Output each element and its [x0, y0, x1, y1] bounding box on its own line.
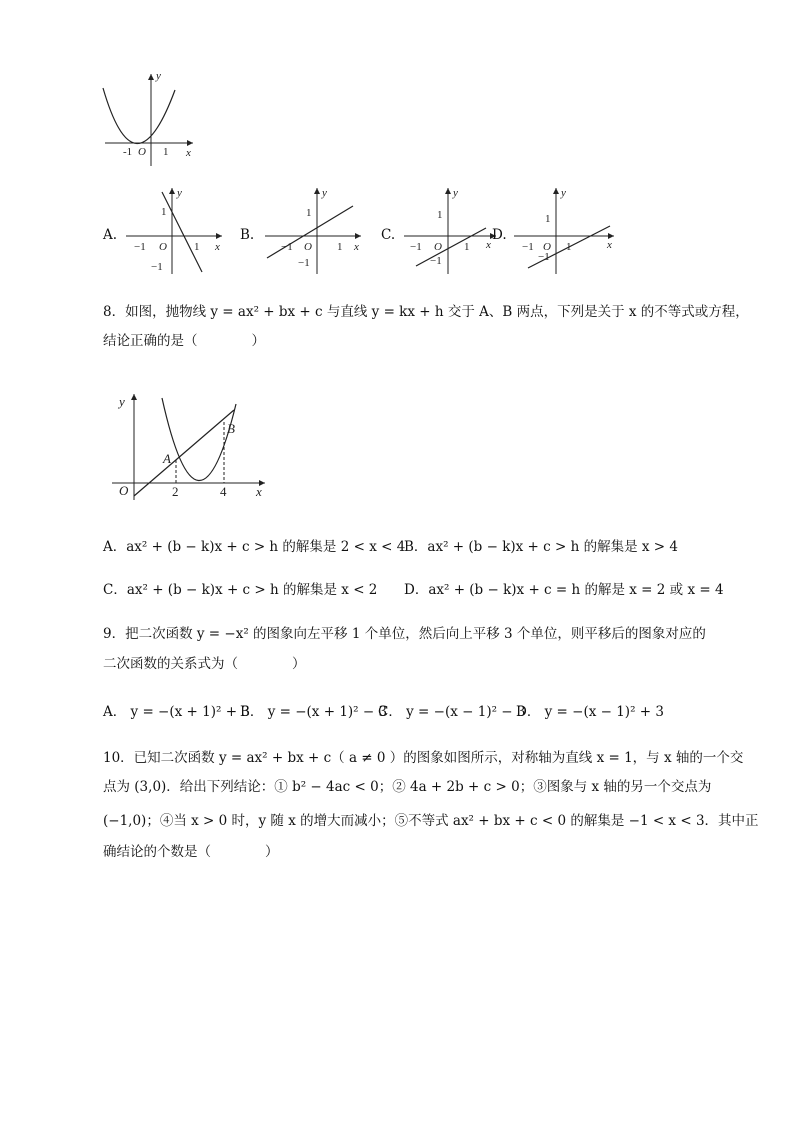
tick-1-x: 1	[337, 241, 343, 253]
line-graph	[416, 228, 486, 266]
y-label: y	[119, 394, 125, 409]
tick-4: 4	[220, 484, 227, 499]
q10-line1: 10．已知二次函数 y = ax² + bx + c（ a ≠ 0 ）的图象如图所示，对称轴为直线 x = 1，与 x 轴的一个交	[103, 750, 744, 766]
tick-1-x: 1	[464, 241, 470, 253]
tick-2: 2	[172, 484, 179, 499]
tick-neg1-y: −1	[430, 255, 442, 267]
q9-option-d[interactable]: D． y = −(x − 1)² + 3	[516, 704, 664, 720]
q8-option-d[interactable]: D．ax² + (b − k)x + c = h 的解是 x = 2 或 x = 4	[404, 582, 724, 598]
q8-option-c[interactable]: C．ax² + (b − k)x + c > h 的解集是 x < 2	[103, 582, 378, 598]
tick-neg1-x: −1	[522, 241, 534, 253]
y-axis-arrow	[148, 74, 154, 80]
tick-1-y: 1	[161, 206, 167, 218]
y-label: y	[177, 187, 182, 199]
tick-neg1-x: −1	[410, 241, 422, 253]
q7-option-c-figure	[400, 184, 500, 276]
x-label: x	[186, 147, 191, 159]
q10-line3: (−1,0)；④当 x > 0 时，y 随 x 的增大而减小；⑤不等式 ax² + bx + c < 0 的解集是 −1 < x < 3．其中正	[103, 813, 759, 829]
origin-label: O	[138, 146, 146, 158]
y-label: y	[453, 187, 458, 199]
line-graph	[162, 192, 202, 272]
parabola-curve	[162, 398, 236, 481]
tick-1-x: 1	[566, 241, 572, 253]
origin-label: O	[543, 241, 551, 253]
tick-neg1: -1	[123, 146, 133, 158]
q8-stem-line2: 结论正确的是（ ）	[103, 333, 265, 349]
q10-line4: 确结论的个数是（ ）	[103, 844, 279, 860]
x-label: x	[256, 484, 262, 499]
tick-1-y: 1	[545, 213, 551, 225]
origin-label: O	[434, 241, 442, 253]
point-a-label: A	[163, 451, 171, 466]
q9-option-a[interactable]: A． y = −(x + 1)² + 3	[103, 704, 250, 720]
q7-parabola-figure	[95, 68, 200, 168]
origin-label: O	[119, 483, 129, 498]
x-label: x	[215, 241, 220, 253]
tick-neg1-y: −1	[298, 257, 310, 269]
q9-option-b[interactable]: B． y = −(x + 1)² − 3	[240, 704, 388, 720]
tick-neg1-x: −1	[134, 241, 146, 253]
q9-stem-line1: 9．把二次函数 y = −x² 的图象向左平移 1 个单位，然后向上平移 3 个单位，则平移后的图象对应的	[103, 626, 706, 642]
q8-stem-line1: 8．如图，抛物线 y = ax² + bx + c 与直线 y = kx + h 交于 A、B 两点，下列是关于 x 的不等式或方程，	[103, 304, 749, 320]
q10-line2: 点为 (3,0)．给出下列结论：① b² − 4ac < 0；② 4a + 2b + c > 0；③图象与 x 轴的另一个交点为	[103, 779, 712, 795]
q7-option-a-letter[interactable]: A.	[103, 227, 118, 243]
q8-option-b[interactable]: B．ax² + (b − k)x + c > h 的解集是 x > 4	[404, 539, 678, 555]
point-b-label: B	[227, 421, 235, 436]
x-label: x	[607, 239, 612, 251]
origin-label: O	[304, 241, 312, 253]
tick-1-y: 1	[437, 209, 443, 221]
x-label: x	[486, 239, 491, 251]
q7-option-c-letter[interactable]: C.	[381, 227, 396, 243]
q8-figure	[110, 390, 275, 505]
q7-option-d-letter[interactable]: D.	[492, 227, 507, 243]
q7-option-a-figure	[122, 184, 227, 276]
y-label: y	[561, 187, 566, 199]
q9-option-c[interactable]: C． y = −(x − 1)² − 3	[378, 704, 526, 720]
q8-option-a[interactable]: A．ax² + (b − k)x + c > h 的解集是 2 < x < 4	[103, 539, 406, 555]
q9-stem-line2: 二次函数的关系式为（ ）	[103, 656, 306, 672]
parabola-curve	[103, 88, 175, 144]
x-axis-arrow	[187, 140, 193, 146]
y-label: y	[156, 70, 161, 82]
q7-option-b-letter[interactable]: B.	[240, 227, 255, 243]
q7-option-d-figure	[510, 184, 618, 276]
tick-neg1-y: −1	[151, 261, 163, 273]
tick-neg1-x: −1	[281, 241, 293, 253]
q7-option-b-figure	[261, 184, 366, 276]
origin-label: O	[159, 241, 167, 253]
tick-1-y: 1	[306, 207, 312, 219]
y-label: y	[322, 187, 327, 199]
tick-neg1-y: −1	[538, 251, 550, 263]
x-label: x	[354, 241, 359, 253]
tick-1-x: 1	[194, 241, 200, 253]
tick-1: 1	[163, 146, 169, 158]
